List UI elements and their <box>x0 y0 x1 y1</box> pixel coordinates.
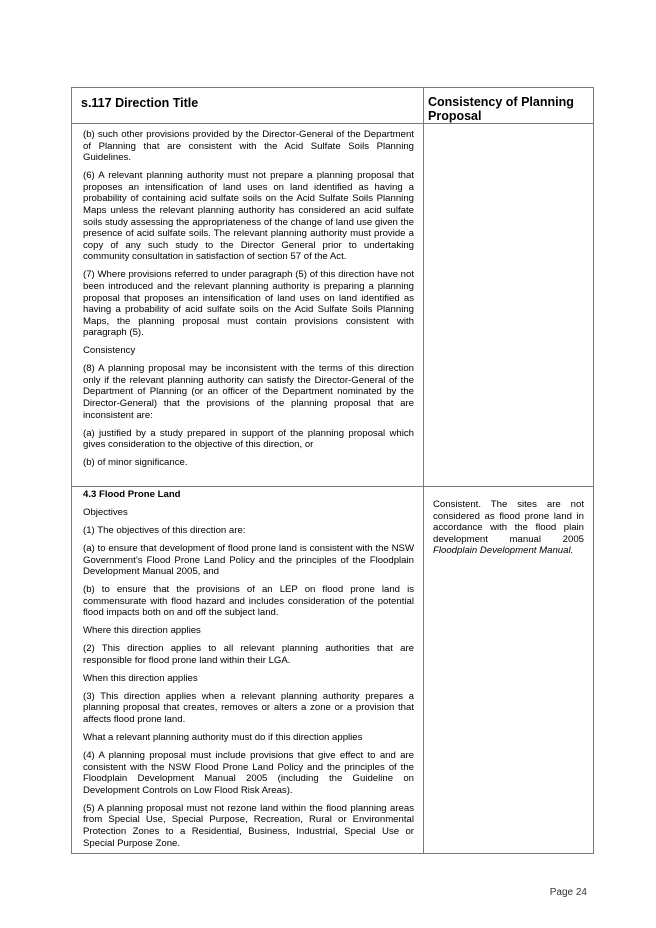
paragraph: Where this direction applies <box>83 625 201 637</box>
paragraph: (8) A planning proposal may be inconsistent with the terms of this direction only if the relevant planning authority can satisfy the Director-General of the Department of Planning (or an officer of the Department nominated by the Director-General) that the provisions of the planning proposal that are inconsistent are: <box>83 363 414 421</box>
paragraph: (2) This direction applies to all relevant planning authorities that are responsible for flood prone land within their LGA. <box>83 643 414 666</box>
paragraph: Objectives <box>83 506 128 518</box>
table-top-border <box>71 87 594 88</box>
row1-direction-text <box>83 129 414 475</box>
paragraph: Consistency <box>83 345 136 357</box>
paragraph: (4) A planning proposal must include provisions that give effect to and are consistent with the NSW Flood Prone Land Policy and the principles of the Floodplain Development Manual 2005 (including the Guideline on Development Controls on Low Flood Risk Areas). <box>83 750 414 796</box>
row-divider <box>71 486 594 487</box>
table-border-right <box>593 87 594 854</box>
paragraph: (6) A relevant planning authority must not prepare a planning proposal that proposes an intensification of land uses on land identified as having a probability of containing acid sulfate soils on the Acid Sulfate Soils Planning Maps unless the relevant planning authority has considered an acid sulfate soils study assessing the appropriateness of the change of land use given the presence of acid sulfate soils. The relevant planning authority must provide a copy of any such study to the Director General prior to undertaking community consultation in satisfaction of section 57 of the Act. <box>83 170 414 263</box>
row2-direction-text <box>83 489 414 856</box>
paragraph: (5) A planning proposal must not rezone land within the flood planning areas from Special Use, Special Purpose, Recreation, Rural or Environmental Protection Zones to a Residential, Business, Industrial, Special Use or Special Purpose Zone. <box>83 802 414 849</box>
paragraph: (b) to ensure that the provisions of an LEP on flood prone land is commensurate with flood hazard and includes consideration of the potential flood impacts both on and off the subject land. <box>83 584 414 619</box>
row2-consistency-text <box>433 499 584 557</box>
paragraph: (a) to ensure that development of flood prone land is consistent with the NSW Government’s Flood Prone Land Policy and the principles of the Floodplain Development Manual 2005, and <box>83 542 414 578</box>
paragraph: (b) of minor significance. <box>83 457 188 469</box>
paragraph: (3) This direction applies when a relevant planning authority prepares a planning proposal that creates, removes or alters a zone or a provision that affects flood prone land. <box>83 690 414 726</box>
header-bottom-border <box>71 123 594 124</box>
consistency-statement: Consistent. The sites are not considered as flood prone land in accordance with the flood plain development manual 2005 <box>433 499 584 545</box>
paragraph: (a) justified by a study prepared in support of the planning proposal which gives consideration to the objective of this direction, or <box>83 427 414 451</box>
column-header-direction-title: s.117 Direction Title <box>81 96 199 110</box>
section-heading: 4.3 Flood Prone Land <box>83 489 181 500</box>
paragraph: (7) Where provisions referred to under paragraph (5) of this direction have not been introduced and the relevant planning authority is preparing a planning proposal that proposes an intensification of land uses on land identified as having a probability of acid sulfate soils on the Acid Sulfate Soils Planning Maps, the planning proposal must contain provisions consistent with paragraph (5). <box>83 269 414 339</box>
column-header-consistency: Consistency of Planning Proposal <box>428 95 574 123</box>
paragraph: (1) The objectives of this direction are: <box>83 524 246 536</box>
paragraph: (b) such other provisions provided by the Director-General of the Department of Planning that are consistent with the Acid Sulfate Soils Planning Guidelines. <box>83 129 414 164</box>
paragraph: What a relevant planning authority must do if this direction applies <box>83 732 363 744</box>
paragraph: When this direction applies <box>83 672 198 684</box>
column-divider <box>423 87 424 854</box>
table-border-left <box>71 87 72 854</box>
consistency-manual-title: Floodplain Development Manual. <box>433 545 574 557</box>
page-number: Page 24 <box>549 887 587 898</box>
